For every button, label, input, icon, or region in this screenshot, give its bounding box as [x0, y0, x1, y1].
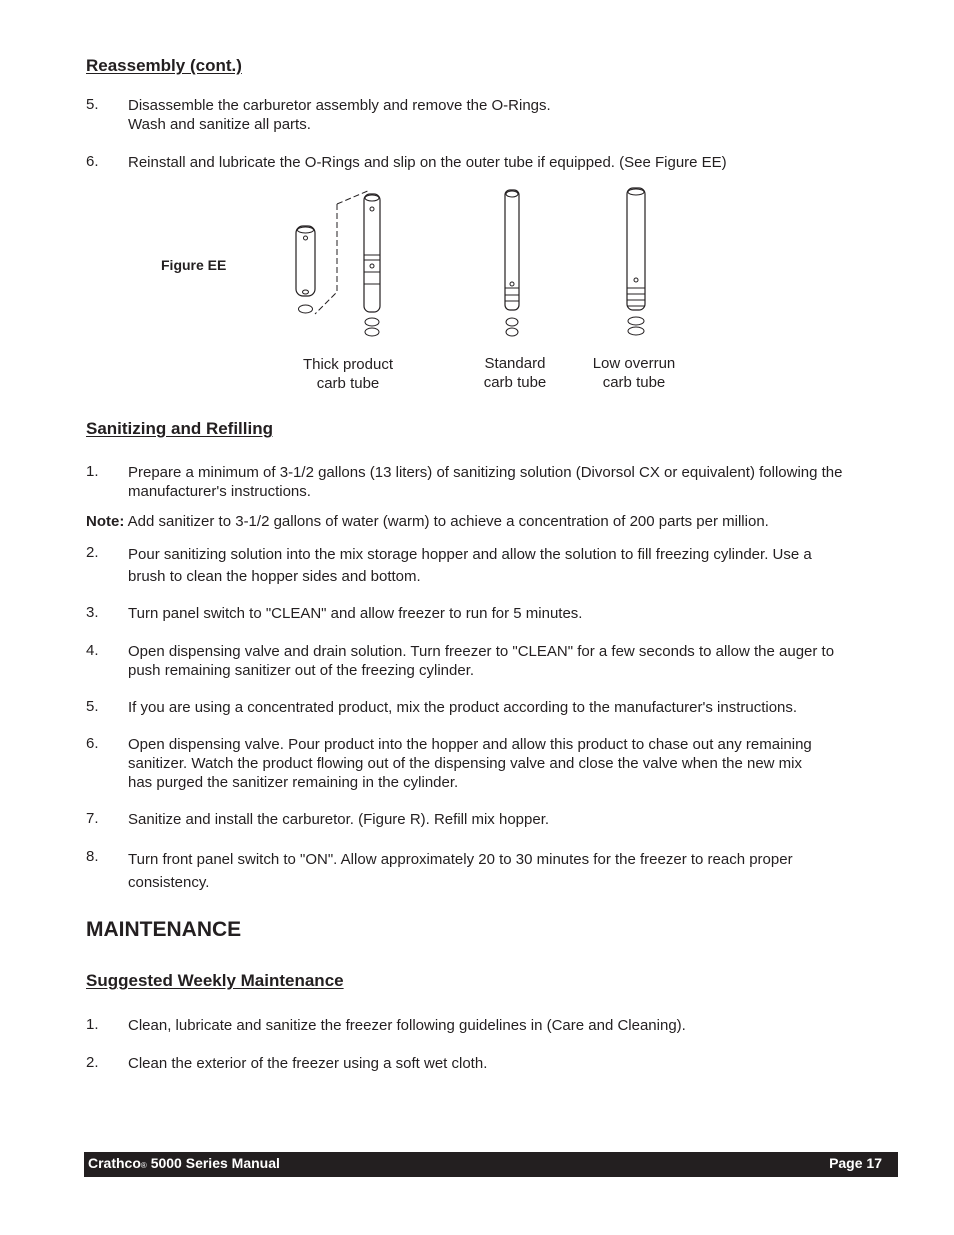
- caption-line: Low overrun: [592, 355, 676, 372]
- list-item-line: Reinstall and lubricate the O-Rings and slip on the outer tube if equipped. (See Figure EE): [128, 154, 727, 171]
- list-item-line: consistency.: [128, 874, 210, 891]
- footer-brand: Crathco: [88, 1155, 141, 1171]
- caption-line: Thick product: [302, 356, 394, 373]
- caption-line: carb tube: [316, 375, 380, 392]
- caption-line: carb tube: [602, 374, 666, 391]
- list-number: 1.: [86, 463, 99, 480]
- weekly-maintenance-heading: Suggested Weekly Maintenance: [86, 971, 344, 990]
- list-number: 5.: [86, 96, 99, 113]
- list-number: 6.: [86, 153, 99, 170]
- list-item: [128, 735, 880, 792]
- list-item-line: Clean the exterior of the freezer using a soft wet cloth.: [128, 1055, 488, 1072]
- list-item-line: brush to clean the hopper sides and bottom.: [128, 568, 421, 585]
- list-item-line: sanitizer. Watch the product flowing out of the dispensing valve and close the valve when the new mix: [128, 755, 802, 772]
- list-number: 1.: [86, 1016, 99, 1033]
- list-number: 6.: [86, 735, 99, 752]
- figure-caption: [574, 354, 694, 392]
- list-number: 2.: [86, 544, 99, 561]
- list-item: [128, 642, 880, 680]
- inner-tube-drawing: [364, 194, 380, 336]
- outer-tube-drawing: [296, 226, 315, 313]
- footer-manual-title: [88, 1155, 280, 1171]
- figure-label: Figure EE: [161, 257, 227, 273]
- footer-manual-name: 5000 Series Manual: [146, 1155, 280, 1171]
- sanitizing-heading: Sanitizing and Refilling: [86, 419, 273, 438]
- list-item-line: Sanitize and install the carburetor. (Figure R). Refill mix hopper.: [128, 811, 550, 828]
- list-item-line: Turn front panel switch to "ON". Allow approximately 20 to 30 minutes for the freezer to reach proper: [128, 851, 793, 868]
- list-item-line: Open dispensing valve and drain solution. Turn freezer to "CLEAN" for a few seconds to allow the auger to: [128, 643, 835, 660]
- list-item-line: has purged the sanitizer remaining in the cylinder.: [128, 774, 459, 791]
- page-number: Page 17: [829, 1155, 882, 1171]
- figure-caption: [288, 355, 408, 393]
- list-item: [128, 1054, 880, 1073]
- list-item-line: Pour sanitizing solution into the mix storage hopper and allow the solution to fill freezing cylinder. Use a: [128, 546, 812, 563]
- low-overrun-tube-drawing: [627, 188, 645, 335]
- list-number: 3.: [86, 604, 99, 621]
- caption-line: carb tube: [483, 374, 547, 391]
- note: [86, 513, 769, 530]
- carb-tube-figure: [280, 180, 680, 350]
- page-footer: [84, 1152, 898, 1177]
- reassembly-heading: Reassembly (cont.): [86, 56, 242, 75]
- list-item-line: Turn panel switch to "CLEAN" and allow freezer to run for 5 minutes.: [128, 605, 583, 622]
- list-item-line: If you are using a concentrated product, mix the product according to the manufacturer's instructions.: [128, 699, 798, 716]
- list-number: 4.: [86, 642, 99, 659]
- list-item: [128, 544, 880, 588]
- list-item: [128, 848, 880, 894]
- note-label: Note:: [86, 513, 125, 530]
- list-number: 5.: [86, 698, 99, 715]
- list-number: 2.: [86, 1054, 99, 1071]
- list-number: 7.: [86, 810, 99, 827]
- list-item-line: Open dispensing valve. Pour product into the hopper and allow this product to chase out any remaining: [128, 736, 812, 753]
- note-text: Add sanitizer to 3-1/2 gallons of water (warm) to achieve a concentration of 200 parts per million.: [124, 513, 769, 530]
- list-item-line: manufacturer's instructions.: [128, 483, 311, 500]
- standard-tube-drawing: [505, 190, 519, 336]
- list-number: 8.: [86, 848, 99, 865]
- list-item-line: push remaining sanitizer out of the freezing cylinder.: [128, 662, 475, 679]
- list-item: [128, 463, 880, 501]
- list-item: [128, 1016, 880, 1035]
- list-item: [128, 810, 880, 829]
- figure-caption: [460, 354, 570, 392]
- list-item-line: Clean, lubricate and sanitize the freezer following guidelines in (Care and Cleaning).: [128, 1017, 686, 1034]
- list-item-line: Wash and sanitize all parts.: [128, 116, 311, 133]
- caption-line: Standard: [484, 355, 546, 372]
- maintenance-title: MAINTENANCE: [86, 918, 242, 941]
- registered-mark: ®: [140, 1161, 147, 1170]
- list-item-line: Prepare a minimum of 3-1/2 gallons (13 liters) of sanitizing solution (Divorsol CX or equivalent) following the: [128, 464, 843, 481]
- list-item: [128, 96, 880, 134]
- list-item: [128, 153, 880, 172]
- list-item: [128, 698, 880, 717]
- list-item-line: Disassemble the carburetor assembly and remove the O-Rings.: [128, 97, 551, 114]
- list-item: [128, 604, 880, 623]
